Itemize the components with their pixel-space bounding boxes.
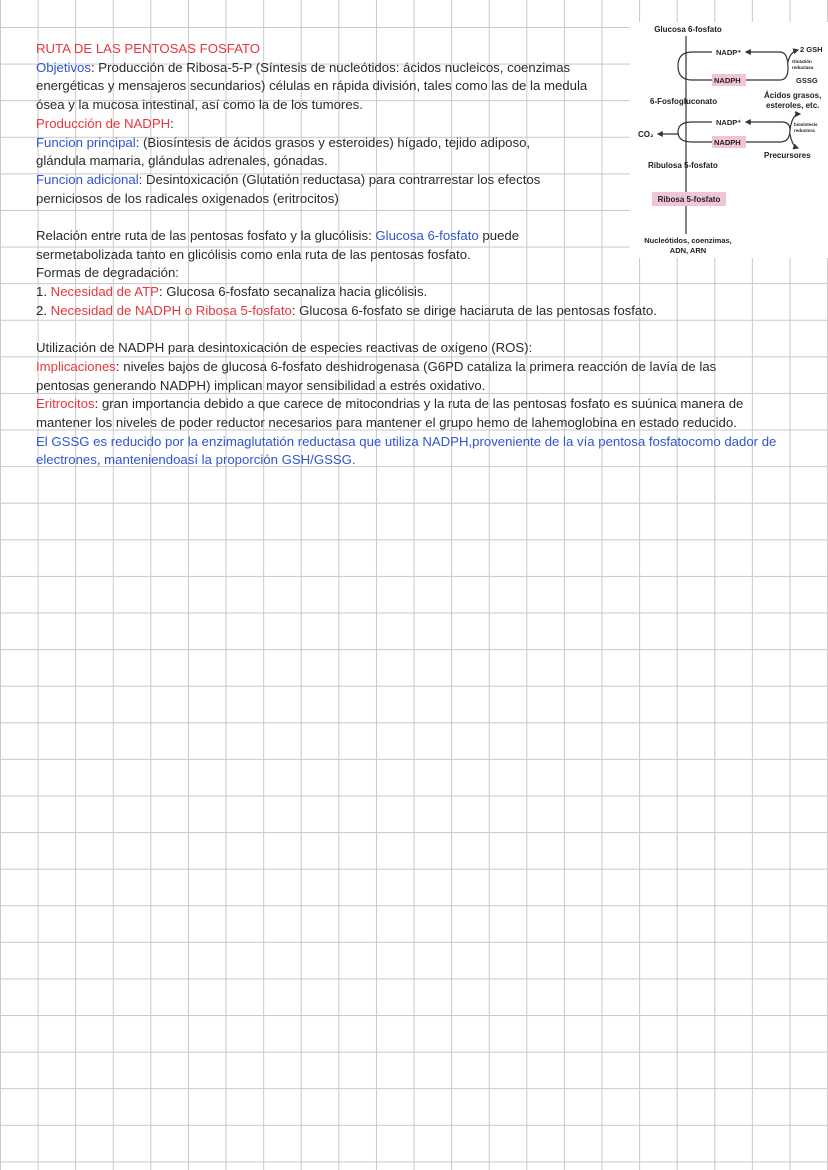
gsh-cycle-arrow bbox=[746, 52, 788, 80]
produccion-heading: Producción de NADPH: bbox=[36, 115, 174, 131]
formas-heading: Formas de degradación: bbox=[36, 265, 179, 281]
relacion-paragraph bbox=[36, 227, 566, 264]
glutation-label: Glutatión bbox=[792, 59, 812, 64]
ribulosa-label: Ribulosa 5-fosfato bbox=[648, 161, 718, 170]
gssg-paragraph: El GSSG es reducido por la enzimaglutatión reductasa que utiliza NADPH,proveniente de la vía pentosa fosfatocomo dador de electrones, manteniendoasí la proporción GSH/GSSG. bbox=[36, 433, 777, 468]
nadp1-label: NADP⁺ bbox=[716, 48, 742, 57]
forma-1-label: Necesidad de ATP bbox=[50, 284, 159, 300]
nucleotidos-label: Nucleótidos, coenzimas, bbox=[644, 236, 732, 245]
co2-label: CO₂ bbox=[638, 130, 654, 139]
forma-2-label: Necesidad de NADPH o Ribosa 5-fosfato bbox=[50, 302, 292, 318]
forma-2-text: : Glucosa 6-fosfato se dirige haciaruta de las pentosas fosfato. bbox=[291, 302, 657, 318]
adn-arn-label: ADN, ARN bbox=[669, 246, 707, 255]
nadph1-label: NADPH bbox=[714, 76, 741, 85]
implicaciones-text: : niveles bajos de glucosa 6-fosfato deshidrogenasa (G6PD cataliza la primera reacción de lavía de las pentosas generando NADPH) implican mayor sensibilidad a estrés oxidativo. bbox=[36, 358, 717, 393]
esteroles-label: esteroles, etc. bbox=[766, 101, 820, 110]
title: RUTA DE LAS PENTOSAS FOSFATO bbox=[36, 41, 260, 56]
funcion-adicional-paragraph bbox=[36, 171, 576, 208]
funcion-adicional-label: Funcion adicional bbox=[36, 171, 139, 187]
implicaciones-label: Implicaciones bbox=[36, 358, 116, 374]
funcion-adicional-text: : Desintoxicación (Glutatión reductasa) para contrarrestar los efectos perniciosos de los radicales oxigenados (eritrocitos) bbox=[36, 171, 541, 206]
cycle-2 bbox=[678, 122, 712, 142]
glucosa-label: Glucosa 6-fosfato bbox=[654, 25, 722, 34]
forma-2-num: 2. bbox=[36, 302, 51, 318]
precursores-arrow bbox=[790, 134, 798, 148]
objetivos-paragraph bbox=[36, 59, 616, 115]
ribosa-label: Ribosa 5-fosfato bbox=[657, 195, 721, 204]
forma-1 bbox=[36, 283, 816, 302]
forma-1-text: : Glucosa 6-fosfato secanaliza hacia glicólisis. bbox=[158, 284, 428, 300]
relacion-text2: puede sermetabolizada tanto en glicólisis como enla ruta de las pentosas fosfato. bbox=[36, 228, 520, 262]
forma-1-num: 1. bbox=[36, 284, 51, 300]
precursores-label: Precursores bbox=[764, 151, 811, 160]
cycle-1 bbox=[678, 52, 712, 80]
pentose-phosphate-diagram bbox=[630, 22, 828, 258]
acidos-label: Ácidos grasos, bbox=[764, 91, 822, 100]
pathway-diagram-svg bbox=[630, 22, 828, 258]
produccion-label: Producción de NADPH bbox=[36, 115, 171, 131]
objetivos-label: Objetivos bbox=[36, 59, 91, 75]
implicaciones-paragraph bbox=[36, 358, 756, 395]
nadph2-label: NADPH bbox=[714, 138, 741, 147]
funcion-principal-text: : (Biosíntesis de ácidos grasos y esteroides) hígado, tejido adiposo, glándula mamaria, glándulas adrenales, gónadas. bbox=[36, 134, 531, 169]
fosfogluconato-label: 6-Fosfogluconato bbox=[650, 97, 718, 106]
biosynthesis-cycle-arrow bbox=[746, 122, 790, 142]
reductora-label: reductora bbox=[794, 128, 815, 133]
funcion-principal-paragraph bbox=[36, 134, 576, 171]
relacion-highlight: Glucosa 6-fosfato bbox=[375, 228, 479, 244]
objetivos-text: : Producción de Ribosa-5-P (Síntesis de nucleótidos: ácidos nucleicos, coenzimas energéticas y mensajeros secundarios) células en rápida división, tales como las de la medula ósea y la mucosa intestinal, así como la de los tumores. bbox=[36, 59, 588, 113]
biosintesis-label: biosíntesis bbox=[794, 122, 818, 127]
forma-2 bbox=[36, 302, 816, 321]
relacion-text: Relación entre ruta de las pentosas fosfato y la glucólisis: bbox=[36, 228, 376, 244]
eritrocitos-label: Eritrocitos bbox=[36, 396, 95, 412]
gssg-label: GSSG bbox=[796, 76, 818, 85]
funcion-principal-label: Funcion principal bbox=[36, 134, 136, 150]
utilizacion-heading: Utilización de NADPH para desintoxicación de especies reactivas de oxígeno (ROS): bbox=[36, 340, 533, 356]
nadp2-label: NADP⁺ bbox=[716, 118, 742, 127]
eritrocitos-paragraph bbox=[36, 395, 781, 432]
eritrocitos-text: : gran importancia debido a que carece de mitocondrias y la ruta de las pentosas fosfato es suúnica manera de mantener los niveles de poder reductor necesarios para mantener el grupo hemo de lahemoglobina en estado reducido. bbox=[36, 396, 744, 431]
reductasa-label: reductasa bbox=[792, 65, 814, 70]
gsh-label: 2 GSH bbox=[800, 45, 823, 54]
